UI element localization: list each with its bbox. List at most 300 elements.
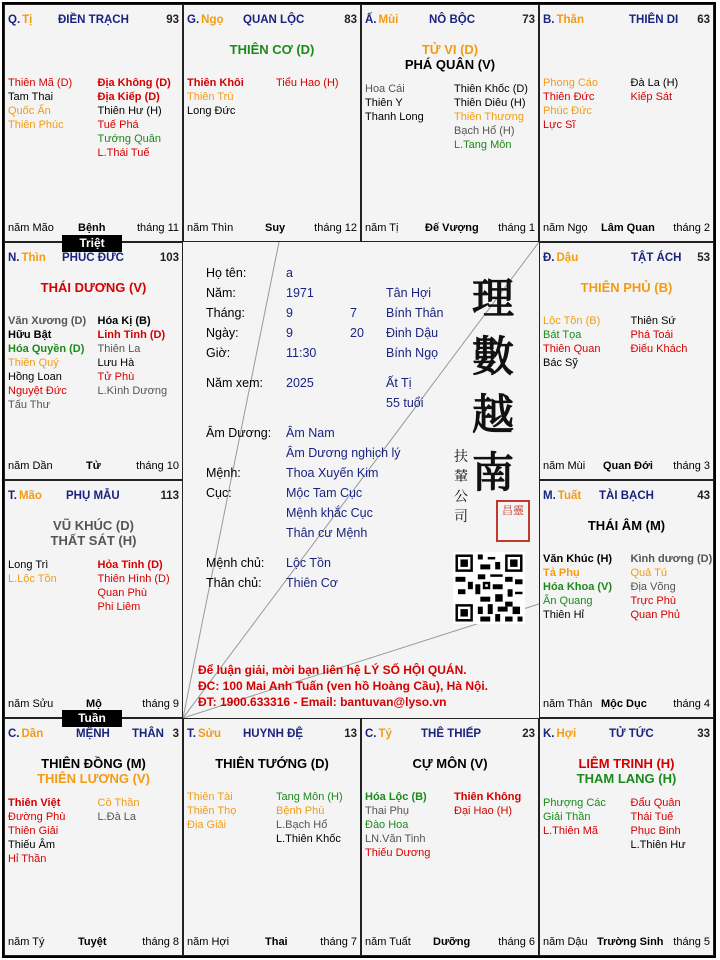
month-label: tháng 4	[673, 698, 710, 710]
star-item: Thiên Việt	[8, 797, 61, 809]
earthly-branch: Dần	[21, 728, 44, 740]
main-star: THIÊN CƠ (D)	[229, 42, 315, 57]
star-item: Long Đức	[187, 105, 236, 117]
main-star: THIÊN PHỦ (B)	[580, 280, 673, 295]
minor-stars-right	[454, 82, 528, 152]
star-item: Thai Phụ	[365, 805, 410, 817]
palace-header	[365, 728, 535, 744]
minor-stars-right	[631, 552, 713, 622]
star-item: Hóa Quyền (D)	[8, 343, 85, 355]
earthly-branch: Tuất	[557, 490, 582, 502]
year-label: năm Tý	[8, 936, 45, 948]
palace-footer	[8, 698, 179, 712]
star-item: Lực Sĩ	[543, 119, 576, 131]
star-item: Tam Thai	[8, 91, 54, 103]
heavenly-stem: B.	[543, 14, 555, 26]
red-seal-stamp: 昌靈	[496, 500, 530, 542]
star-item: Hoa Cái	[365, 83, 405, 95]
month-label: tháng 3	[673, 460, 710, 472]
star-item: Thiên Hình (D)	[97, 573, 170, 585]
star-item: Phúc Đức	[543, 105, 592, 117]
contact-address: ĐC: 100 Mai Anh Tuấn (ven hồ Hoàng Cầu), Hà Nội.	[198, 679, 489, 693]
star-item: Thiên Mã (D)	[8, 77, 73, 89]
minor-stars-right	[454, 790, 521, 818]
star-item: Thiên La	[97, 343, 141, 355]
star-item: Lộc Tồn (B)	[543, 315, 601, 327]
minor-stars-left	[365, 790, 430, 860]
star-item: Tả Phụ	[543, 567, 580, 579]
star-item: Thiên Thọ	[187, 805, 237, 817]
year-label: năm Dậu	[543, 936, 588, 948]
palace-age-number: 63	[697, 14, 710, 26]
palace-header	[8, 728, 179, 744]
star-item: Hồng Loan	[8, 371, 62, 383]
star-item: Đẩu Quân	[630, 797, 681, 809]
year-label: năm Sửu	[8, 698, 54, 710]
minor-stars-left	[8, 314, 86, 412]
minor-stars-right	[631, 796, 686, 852]
star-item: Thiên Hư (H)	[97, 105, 162, 117]
star-item: Tiểu Hao (H)	[276, 77, 339, 89]
cuc-value2: Mệnh khắc Cục	[286, 506, 373, 520]
month-label: tháng 5	[673, 936, 710, 948]
star-item: Đại Hao (H)	[454, 805, 513, 817]
palace-content-mui	[361, 4, 539, 242]
main-star: THIÊN TƯỚNG (D)	[215, 756, 329, 771]
ngay-value: 9	[286, 326, 293, 340]
star-item: Thiên Sứ	[630, 315, 676, 327]
year-label: năm Tuất	[365, 936, 411, 948]
minor-stars-right	[98, 796, 140, 824]
thang-value: 9	[286, 306, 293, 320]
palace-content-suu	[183, 718, 361, 956]
palace-header	[8, 14, 179, 30]
palace-branch	[543, 728, 576, 740]
month-label: tháng 10	[136, 460, 179, 472]
star-item: Tấu Thư	[8, 399, 51, 411]
chart-center-info	[184, 244, 540, 720]
month-label: tháng 2	[673, 222, 710, 234]
star-item: Thiên Thương	[454, 111, 525, 123]
hoten-label: Họ tên:	[206, 266, 247, 280]
star-item: Quan Phù	[97, 587, 148, 599]
month-label: tháng 7	[320, 936, 357, 948]
heavenly-stem: Q.	[8, 14, 21, 26]
main-star: THIÊN LƯƠNG (V)	[37, 771, 150, 786]
palace-name: THIÊN DI	[629, 14, 679, 26]
month-label: tháng 12	[314, 222, 357, 234]
star-item: Giải Thần	[543, 811, 591, 823]
star-item: L.Thái Tuế	[97, 147, 150, 159]
cuc-value3: Thân cư Mệnh	[286, 526, 368, 540]
life-stage: Thai	[265, 936, 288, 948]
minor-stars-left	[365, 82, 424, 124]
callig-small-1: 扶	[454, 449, 468, 465]
star-item: Văn Xương (D)	[8, 315, 87, 327]
star-item: Hỉ Thần	[8, 853, 47, 865]
palace-content-tuat	[539, 480, 714, 718]
heavenly-stem: T.	[8, 490, 17, 502]
palace-name-than: THÂN	[132, 728, 164, 740]
star-item: Hỏa Tinh (D)	[97, 559, 163, 571]
palace-branch	[187, 14, 224, 26]
star-item: Tuế Phá	[97, 119, 139, 131]
star-item: Địa Giải	[187, 819, 227, 831]
star-item: Địa Kiếp (D)	[97, 91, 160, 103]
palace-header	[365, 14, 535, 30]
palace-age-number: 113	[160, 490, 179, 502]
earthly-branch: Ngọ	[201, 14, 224, 26]
menhchu-label: Mệnh chủ:	[206, 556, 265, 570]
palace-name: PHÚC ĐỨC	[62, 252, 124, 264]
palace-footer	[543, 698, 710, 712]
palace-name: TÀI BẠCH	[599, 490, 654, 502]
palace-name: NÔ BỘC	[429, 14, 475, 26]
palace-header	[8, 490, 179, 506]
palace-footer	[365, 222, 535, 236]
palace-name: THÊ THIẾP	[421, 728, 482, 740]
heavenly-stem: N.	[8, 252, 20, 264]
star-item: Thanh Long	[365, 111, 424, 123]
minor-stars-left	[187, 790, 236, 832]
palace-footer	[8, 936, 179, 950]
life-stage: Đế Vượng	[425, 222, 479, 234]
callig-small-2: 輦	[454, 469, 468, 485]
star-item: Quan Phủ	[630, 609, 681, 621]
palace-header	[8, 252, 179, 268]
minor-stars-left	[187, 76, 244, 118]
star-item: Phục Binh	[630, 825, 681, 837]
palace-age-number: 93	[166, 14, 179, 26]
palace-header	[543, 14, 710, 30]
minor-stars-left	[543, 796, 606, 838]
star-item: Bát Tọa	[543, 329, 582, 341]
earthly-branch: Hợi	[556, 728, 577, 740]
callig-char-2: 數	[472, 332, 515, 381]
earthly-branch: Dậu	[556, 252, 579, 264]
palace-name: TỬ TỨC	[609, 728, 654, 740]
star-item: Nguyệt Đức	[8, 385, 67, 397]
life-stage: Mộ	[86, 698, 102, 710]
star-item: Quốc Ấn	[8, 105, 51, 117]
palace-age-number: 53	[697, 252, 710, 264]
main-star: PHÁ QUÂN (V)	[404, 57, 496, 72]
thanchu-label: Thân chủ:	[206, 576, 262, 590]
palace-footer	[187, 222, 357, 236]
month-label: tháng 8	[142, 936, 179, 948]
star-item: Hóa Khoa (V)	[543, 581, 613, 593]
earthly-branch: Tý	[378, 728, 392, 740]
star-item: Thiếu Dương	[365, 847, 431, 859]
heavenly-stem: T.	[187, 728, 196, 740]
palace-name: MỆNH	[76, 728, 110, 740]
heavenly-stem: G.	[187, 14, 200, 26]
star-item: Văn Khúc (H)	[543, 553, 613, 565]
palace-age-number: 3	[172, 728, 179, 740]
life-stage: Suy	[265, 222, 286, 234]
star-item: Bệnh Phù	[276, 805, 325, 817]
tuoi-value: 55 tuổi	[386, 396, 424, 410]
earthly-branch: Mão	[18, 490, 42, 502]
year-label: năm Hợi	[187, 936, 230, 948]
month-label: tháng 11	[136, 222, 179, 234]
year-label: năm Mão	[8, 222, 54, 234]
life-stage: Dưỡng	[433, 936, 471, 948]
heavenly-stem: C.	[8, 728, 20, 740]
amduong-value2: Âm Dương nghịch lý	[286, 446, 401, 460]
star-item: Thiên Khốc (D)	[454, 83, 528, 95]
palace-name: TẬT ÁCH	[631, 252, 682, 264]
life-stage: Trường Sinh	[597, 936, 664, 948]
star-item: Tử Phù	[97, 371, 135, 383]
star-item: Bạch Hổ (H)	[454, 125, 515, 137]
main-star: LIÊM TRINH (H)	[578, 756, 675, 771]
palace-branch	[543, 14, 584, 26]
star-item: L.Thiên Khốc	[276, 833, 341, 845]
heavenly-stem: Đ.	[543, 252, 555, 264]
minor-stars-right	[631, 314, 688, 356]
palace-footer	[543, 460, 710, 474]
star-item: L.Lộc Tồn	[8, 573, 57, 585]
star-item: Thiên Quý	[8, 357, 59, 369]
minor-stars-left	[8, 796, 65, 866]
star-item: Tướng Quân	[97, 133, 161, 145]
main-star: THÁI DƯƠNG (V)	[40, 280, 147, 295]
minor-stars-left	[8, 76, 72, 132]
star-item: Thiên Quan	[543, 343, 601, 355]
earthly-branch: Thân	[556, 14, 584, 26]
horoscope-board	[2, 2, 716, 958]
palace-header	[187, 14, 357, 30]
contact-info	[198, 662, 538, 710]
main-star: THẤT SÁT (H)	[50, 533, 137, 548]
thang-value2: 7	[350, 306, 357, 320]
palace-age-number: 103	[159, 252, 179, 264]
star-item: Phi Liêm	[97, 601, 141, 613]
palace-branch	[8, 14, 32, 26]
menh-value: Thoa Xuyến Kim	[286, 466, 379, 480]
star-item: Thái Tuế	[630, 811, 674, 823]
earthly-branch: Mùi	[378, 14, 399, 26]
main-star: CỰ MÔN (V)	[412, 756, 488, 771]
palace-branch	[8, 728, 43, 740]
thang-label: Tháng:	[206, 306, 245, 320]
ngay-can: Đinh Dậu	[386, 326, 439, 340]
minor-stars-left	[543, 76, 598, 132]
minor-stars-right	[276, 76, 339, 90]
star-item: Long Trì	[8, 559, 49, 571]
palace-age-number: 73	[522, 14, 535, 26]
star-item: Kình dương (D)	[630, 553, 713, 565]
palace-footer	[543, 222, 710, 236]
gio-value: 11:30	[286, 346, 317, 360]
callig-char-4: 南	[472, 448, 515, 497]
star-item: Hóa Lộc (B)	[365, 791, 427, 803]
minor-stars-left	[543, 552, 612, 622]
palace-branch	[543, 252, 578, 264]
ngay-label: Ngày:	[206, 326, 239, 340]
main-star: VŨ KHÚC (D)	[53, 518, 134, 533]
star-item: Thiên Đức	[543, 91, 595, 103]
nam-label: Năm:	[206, 286, 236, 300]
thang-can: Bính Thân	[386, 306, 444, 320]
month-label: tháng 9	[142, 698, 179, 710]
star-item: Cô Thần	[97, 797, 140, 809]
month-label: tháng 6	[498, 936, 535, 948]
calligraphy-seal	[472, 270, 522, 502]
star-item: Lưu Hà	[97, 357, 135, 369]
minor-stars-left	[543, 314, 600, 370]
star-item: Thiên Không	[454, 791, 522, 803]
palace-content-ngo	[183, 4, 361, 242]
month-label: tháng 1	[498, 222, 535, 234]
palace-branch	[187, 728, 221, 740]
palace-name: QUAN LỘC	[243, 14, 305, 26]
star-item: Phượng Các	[543, 797, 606, 809]
hoten-value: a	[286, 266, 293, 280]
star-item: Bác Sỹ	[543, 357, 578, 369]
palace-footer	[8, 222, 179, 236]
palace-branch	[365, 14, 398, 26]
nam-can: Tân Hợi	[386, 286, 432, 300]
star-item: Thiên Trù	[187, 91, 234, 103]
star-item: Kiếp Sát	[630, 91, 673, 103]
minor-stars-right	[98, 558, 170, 614]
star-item: Địa Không (D)	[97, 77, 171, 89]
contact-line-1: Để luận giải, mời bạn liên hệ LÝ SỐ HỘI QUÁN.	[198, 663, 467, 677]
star-item: Địa Võng	[630, 581, 676, 593]
star-item: Thiên Hỉ	[543, 609, 584, 621]
minor-stars-right	[631, 76, 679, 104]
star-item: Điếu Khách	[630, 343, 688, 355]
palace-footer	[8, 460, 179, 474]
star-item: Thiếu Âm	[8, 839, 56, 851]
heavenly-stem: K.	[543, 728, 555, 740]
palace-name: ĐIỀN TRẠCH	[58, 14, 129, 26]
year-label: năm Tị	[365, 222, 399, 234]
minor-stars-left	[8, 558, 57, 586]
palace-content-than1	[539, 4, 714, 242]
palace-content-ty	[361, 718, 539, 956]
star-item: Hữu Bật	[8, 329, 52, 341]
palace-age-number: 33	[697, 728, 710, 740]
namxem-value: 2025	[286, 376, 314, 390]
menh-label: Mệnh:	[206, 466, 241, 480]
star-item: Đào Hoa	[365, 819, 409, 831]
star-item: L.Thiên Mã	[543, 825, 599, 837]
palace-footer	[187, 936, 357, 950]
namxem-label: Năm xem:	[206, 376, 263, 390]
palace-footer	[543, 936, 710, 950]
star-item: Thiên Giải	[8, 825, 59, 837]
star-item: Đà La (H)	[630, 77, 679, 89]
star-item: LN.Văn Tinh	[365, 833, 426, 845]
palace-branch	[543, 490, 581, 502]
palace-branch	[365, 728, 392, 740]
qr-code-icon[interactable]	[453, 552, 525, 624]
star-item: Thiên Tài	[187, 791, 233, 803]
palace-header	[543, 490, 710, 506]
palace-content-dan	[4, 718, 183, 956]
star-item: Đường Phù	[8, 811, 66, 823]
contact-phone-email[interactable]: ĐT: 1900.633316 - Email: bantuvan@lyso.vn	[198, 695, 447, 709]
star-item: Quả Tú	[630, 567, 667, 579]
heavenly-stem: C.	[365, 728, 377, 740]
earthly-branch: Thìn	[21, 252, 46, 264]
palace-age-number: 43	[697, 490, 710, 502]
year-label: năm Ngọ	[543, 222, 588, 234]
star-item: Thiên Y	[365, 97, 403, 109]
life-stage: Lâm Quan	[601, 222, 655, 234]
palace-header	[543, 252, 710, 268]
star-item: Thiên Diêu (H)	[454, 97, 526, 109]
palace-content-mao	[4, 480, 183, 718]
star-item: Ân Quang	[543, 595, 593, 607]
palace-content-dau	[539, 242, 714, 480]
life-stage: Tử	[86, 460, 101, 472]
palace-name: PHỤ MẪU	[66, 490, 120, 502]
palace-age-number: 83	[344, 14, 357, 26]
year-label: năm Dần	[8, 460, 53, 472]
life-stage: Quan Đới	[603, 460, 653, 472]
life-stage: Bệnh	[78, 222, 106, 234]
heavenly-stem: M.	[543, 490, 556, 502]
star-item: L.Tang Môn	[454, 139, 512, 151]
menhchu-value: Lộc Tồn	[286, 556, 331, 570]
main-star: THAM LANG (H)	[576, 771, 677, 786]
palace-content-thin	[4, 242, 183, 480]
gio-label: Giờ:	[206, 346, 231, 360]
star-item: L.Bạch Hổ	[276, 819, 328, 831]
main-star: TỬ VI (D)	[421, 42, 479, 57]
palace-header	[187, 728, 357, 744]
earthly-branch: Tị	[22, 14, 33, 26]
minor-stars-right	[98, 76, 171, 160]
palace-footer	[365, 936, 535, 950]
star-item: Tang Môn (H)	[276, 791, 343, 803]
minor-stars-right	[276, 790, 343, 846]
tuan-tag: Tuần	[62, 710, 122, 727]
palace-age-number: 13	[344, 728, 357, 740]
palace-content-ti	[4, 4, 183, 242]
star-item: Linh Tinh (D)	[97, 329, 166, 341]
year-label: năm Mùi	[543, 460, 586, 472]
palace-age-number: 23	[522, 728, 535, 740]
main-star: THÁI ÂM (M)	[587, 518, 666, 533]
cuc-label: Cục:	[206, 486, 232, 500]
nam-value: 1971	[286, 286, 314, 300]
life-stage: Mộc Dục	[601, 698, 647, 710]
earthly-branch: Sửu	[197, 728, 221, 740]
thanchu-value: Thiên Cơ	[286, 576, 338, 590]
heavenly-stem: Ấ.	[365, 14, 377, 26]
palace-content-hoi	[539, 718, 714, 956]
star-item: L.Thiên Hư	[630, 839, 686, 851]
callig-char-1: 理	[472, 274, 515, 323]
star-item: Phong Cáo	[543, 77, 599, 89]
callig-small-3: 公	[454, 489, 468, 505]
amduong-value: Âm Nam	[286, 426, 335, 440]
callig-small-4: 司	[454, 509, 468, 525]
palace-branch	[8, 252, 46, 264]
gio-can: Bính Ngọ	[386, 346, 439, 360]
star-item: Phá Toái	[630, 329, 674, 341]
star-item: L.Kình Dương	[97, 385, 168, 397]
cuc-value: Mộc Tam Cục	[286, 486, 363, 500]
palace-header	[543, 728, 710, 744]
life-stage: Tuyệt	[78, 936, 107, 948]
amduong-label: Âm Dương:	[206, 426, 272, 440]
